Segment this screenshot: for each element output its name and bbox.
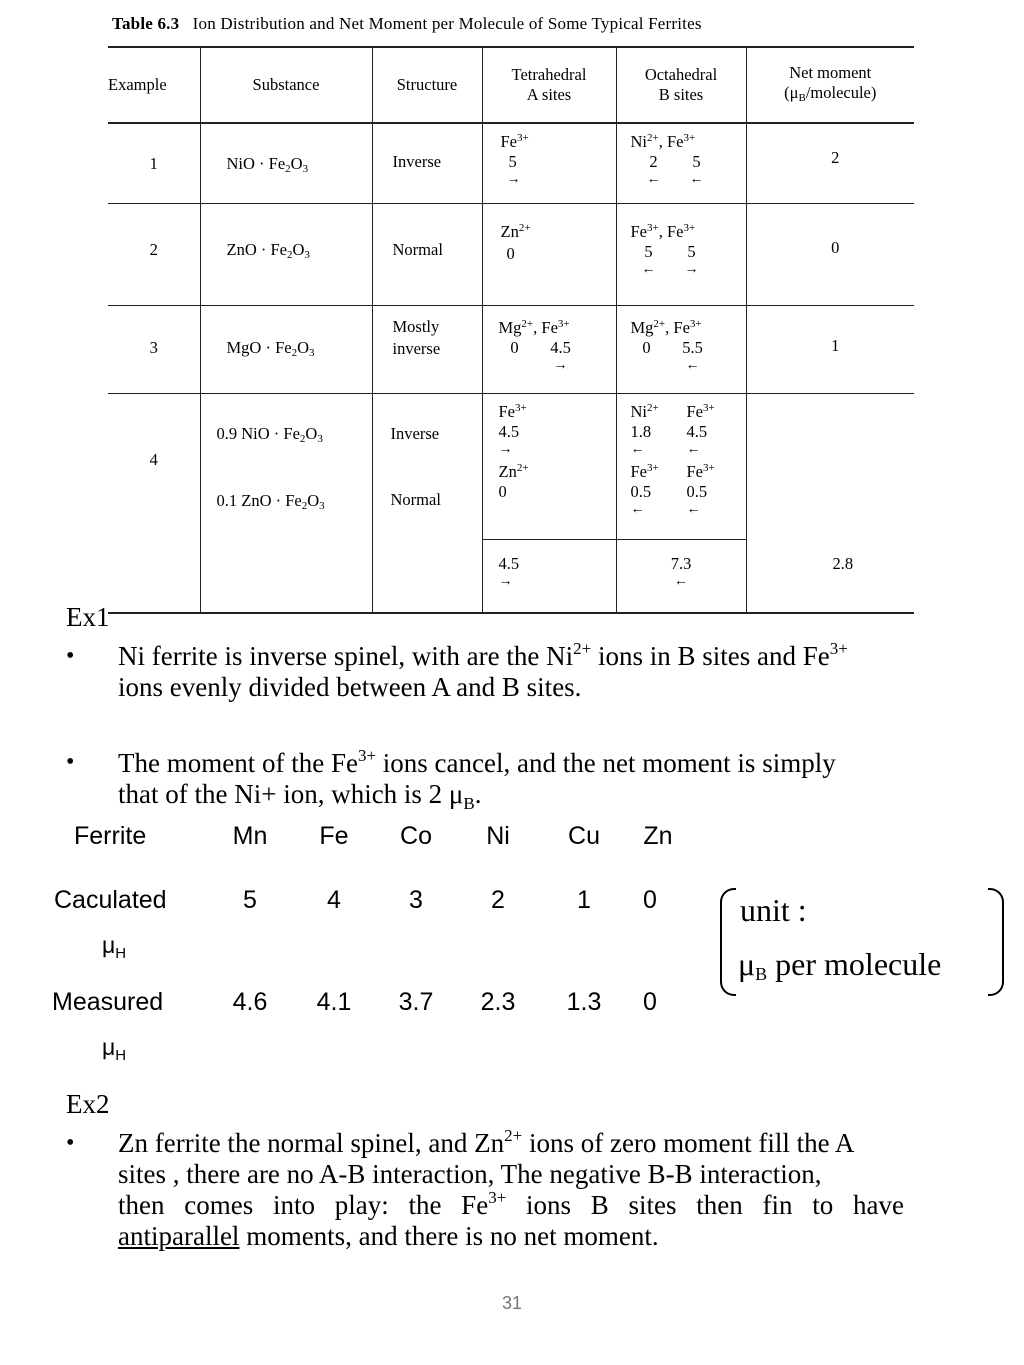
table-caption-label: Table 6.3 xyxy=(112,14,180,33)
measured-cu: 1.3 xyxy=(566,988,602,1016)
ex1-paragraph-1: Ni ferrite is inverse spinel, with are the $Ni^{2+}$ ions in B sites and $Fe^{3+}$ ions evenly divided between A and B sites. xyxy=(118,639,848,702)
measured-fe: 4.1 xyxy=(316,988,352,1016)
ex2-paragraph: Zn ferrite the normal spinel, and $Zn^{2+}$ ions of zero moment fill the A sites , there are no A-B interaction, The negative B-B interaction, then comes into play: the $Fe^{3+}$ ions B sites then fin to have antiparallel moments, and there is no net moment. xyxy=(118,1128,1010,1252)
row2-substance: ZnO · $Fe_2O_3$ xyxy=(200,203,372,305)
row2-example: 2 xyxy=(108,203,200,305)
grid-calculated-unit: $\mu_H$ xyxy=(102,932,127,962)
ex1-bullet-1: • xyxy=(66,643,75,669)
header-net-moment-line2: $(\mu_B/molecule)$ xyxy=(784,82,877,104)
calculated-co: 3 xyxy=(409,886,423,914)
ex1-bullet-2: • xyxy=(66,749,75,775)
row4-example: 4 xyxy=(108,393,200,613)
row1-octahedral: $Ni^{2+}$, $Fe^{3+}$ 2 5 ← ← xyxy=(616,123,746,203)
row1-tetrahedral: $Fe^{3+}$ 5 → xyxy=(482,123,616,203)
calculated-cu: 1 xyxy=(577,886,591,914)
table-caption-text: Ion Distribution and Net Moment per Molecule of Some Typical Ferrites xyxy=(192,14,702,33)
row4-tetrahedral: $Fe^{3+}$ 4.5 → $Zn^{2+}$ 0 4.5 → xyxy=(482,393,616,613)
calculated-ni: 2 xyxy=(491,886,505,914)
header-example: Example xyxy=(108,47,200,123)
calculated-fe: 4 xyxy=(327,886,341,914)
table-row xyxy=(108,123,914,203)
unit-note-line1: unit : xyxy=(740,892,807,928)
grid-calculated-label: Caculated xyxy=(54,886,167,914)
header-tetrahedral xyxy=(482,47,616,123)
row1-example: 1 xyxy=(108,123,200,203)
grid-col-co: Co xyxy=(400,822,432,850)
table-row xyxy=(108,305,914,393)
header-structure: Structure xyxy=(372,47,482,123)
table-header-row xyxy=(108,47,914,123)
right-paren xyxy=(988,888,1004,996)
header-octahedral xyxy=(616,47,746,123)
row3-octahedral: $Mg^{2+}$, $Fe^{3+}$ 0 5.5 ← xyxy=(616,305,746,393)
measured-mn: 4.6 xyxy=(232,988,268,1016)
ex1-paragraph-2: The moment of the $Fe^{3+}$ ions cancel, and the net moment is simply that of the Ni+ ion, which is 2 $\mu_B$. xyxy=(118,746,836,813)
header-substance: Substance xyxy=(200,47,372,123)
measured-ni: 2.3 xyxy=(480,988,516,1016)
header-net-moment-line1: Net moment xyxy=(789,62,872,82)
grid-col-cu: Cu xyxy=(568,822,600,850)
measured-co: 3.7 xyxy=(398,988,434,1016)
unit-note-line2: $\mu_B$ per molecule xyxy=(738,946,942,984)
header-tetrahedral-line2: A sites xyxy=(526,85,572,104)
antiparallel-underlined: antiparallel xyxy=(118,1221,240,1251)
table-row xyxy=(108,203,914,305)
row2-octahedral: $Fe^{3+}$, $Fe^{3+}$ 5 5 ← → xyxy=(616,203,746,305)
header-octahedral-line2: B sites xyxy=(658,85,704,104)
grid-col-ni: Ni xyxy=(486,822,510,850)
row4-substance: 0.9 NiO · $Fe_2O_3$ 0.1 ZnO · $Fe_2O_3$ xyxy=(200,393,372,613)
row3-structure: Mostly inverse xyxy=(372,305,482,393)
row2-net-moment: 0 xyxy=(746,203,914,305)
table-caption xyxy=(112,14,702,34)
unit-note xyxy=(720,888,1004,992)
row2-structure: Normal xyxy=(372,203,482,305)
grid-col-mn: Mn xyxy=(232,822,268,850)
row4-octahedral: $Ni^{2+}$ $Fe^{3+}$ 1.8 4.5 ← ← $Fe^{3+}$ $Fe^{3+}$ 0.5 0.5 ← ← 7.3 ← xyxy=(616,393,746,613)
ion-distribution-table xyxy=(108,46,914,614)
ex2-line-4: antiparallel moments, and there is no net moment. xyxy=(118,1221,659,1251)
grid-col-zn: Zn xyxy=(643,822,673,850)
row3-substance: MgO · $Fe_2O_3$ xyxy=(200,305,372,393)
grid-col-fe: Fe xyxy=(319,822,349,850)
page-number: 31 xyxy=(501,1293,523,1313)
measured-zn: 0 xyxy=(643,988,657,1016)
row4-net-moment: 2.8 xyxy=(746,393,914,613)
header-octahedral-line1: Octahedral xyxy=(644,65,718,84)
row1-substance: NiO · $Fe_2O_3$ xyxy=(200,123,372,203)
row3-net-moment: 1 xyxy=(746,305,914,393)
row3-tetrahedral: $Mg^{2+}$, $Fe^{3+}$ 0 4.5 → xyxy=(482,305,616,393)
ex2-line-2: sites , there are no A-B interaction, The negative B-B interaction, xyxy=(118,1159,822,1189)
header-net-moment xyxy=(746,47,914,123)
table-row xyxy=(108,393,914,613)
ex2-line-3: then comes into play: the $Fe^{3+}$ ions B sites then fin to have xyxy=(118,1188,904,1220)
grid-measured-label: Measured xyxy=(52,988,164,1016)
row4-tetrahedral-total: 4.5 xyxy=(498,553,520,573)
row3-example: 3 xyxy=(108,305,200,393)
grid-header-label: Ferrite xyxy=(74,822,147,850)
ex2-bullet: • xyxy=(66,1130,75,1156)
header-tetrahedral-line1: Tetrahedral xyxy=(511,65,587,84)
ex1-heading: Ex1 xyxy=(66,602,110,632)
row4-octahedral-total: 7.3 xyxy=(670,553,692,573)
calculated-zn: 0 xyxy=(643,886,657,914)
row1-net-moment: 2 xyxy=(746,123,914,203)
left-paren xyxy=(720,888,736,996)
grid-measured-unit: $\mu_H$ xyxy=(102,1034,127,1064)
ferrite-table-figure xyxy=(108,8,920,600)
row1-structure: Inverse xyxy=(372,123,482,203)
ex2-heading: Ex2 xyxy=(66,1089,110,1119)
calculated-mn: 5 xyxy=(243,886,257,914)
row4-structure: Inverse Normal xyxy=(372,393,482,613)
row2-tetrahedral: $Zn^{2+}$ 0 xyxy=(482,203,616,305)
